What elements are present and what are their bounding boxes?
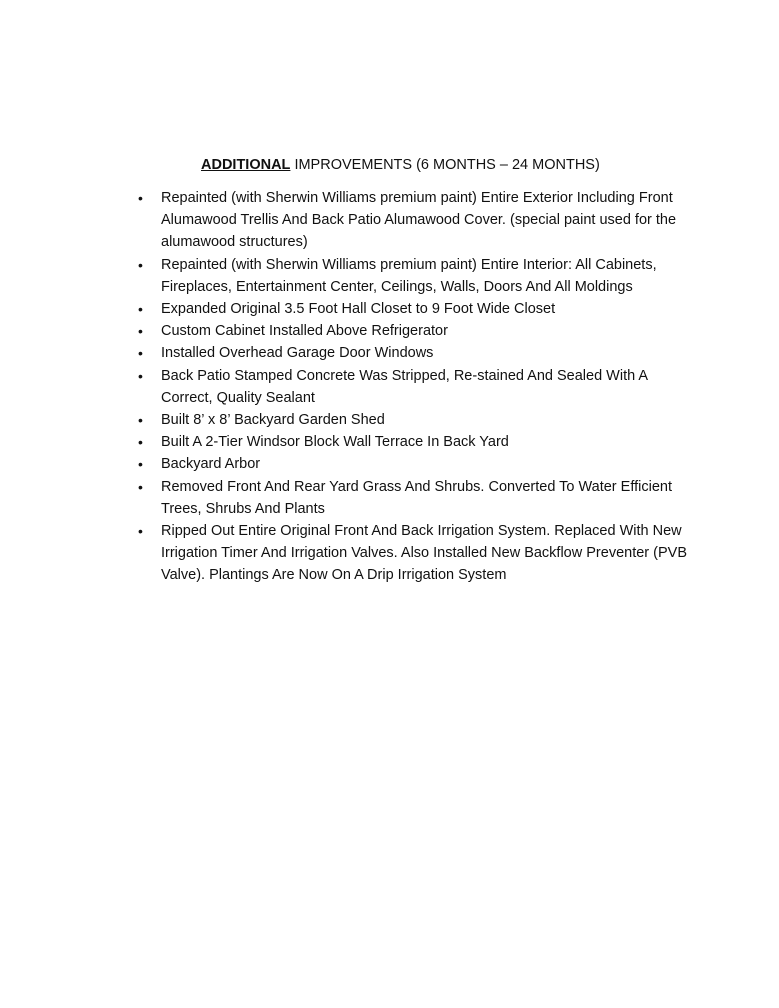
list-item-text: Backyard Arbor <box>161 456 261 473</box>
list-item-text: Repainted (with Sherwin Williams premium paint) Entire Interior: All Cabinets, Fireplaces, Entertainment Center, Ceilings, Walls, Doors And All Moldings <box>161 256 657 295</box>
bullet-icon: • <box>138 523 143 540</box>
list-item <box>138 431 698 453</box>
list-item <box>138 342 698 364</box>
list-item-text: Installed Overhead Garage Door Windows <box>161 345 434 362</box>
bullet-icon: • <box>138 434 143 451</box>
bullet-icon: • <box>138 256 143 273</box>
bullet-icon: • <box>138 345 143 362</box>
list-item-text: Repainted (with Sherwin Williams premium paint) Entire Exterior Including Front Alumawood Trellis And Back Patio Alumawood Cover. (special paint used for the alumawood structures) <box>161 190 677 251</box>
list-item-text: Custom Cabinet Installed Above Refrigerator <box>161 323 448 340</box>
bullet-icon: • <box>138 478 143 495</box>
list-item-text: Built 8’ x 8’ Backyard Garden Shed <box>161 412 385 429</box>
list-item <box>138 453 698 475</box>
bullet-icon: • <box>138 456 143 473</box>
list-item-text: Built A 2-Tier Windsor Block Wall Terrace In Back Yard <box>161 434 509 451</box>
bullet-icon: • <box>138 412 143 429</box>
list-item <box>138 476 698 520</box>
improvements-list <box>138 187 698 587</box>
list-item-text: Expanded Original 3.5 Foot Hall Closet to 9 Foot Wide Closet <box>161 301 556 318</box>
list-item-text: Ripped Out Entire Original Front And Back Irrigation System. Replaced With New Irrigation Timer And Irrigation Valves. Also Installed New Backflow Preventer (PVB Valve). Plantings Are Now On A Drip Irrigation System <box>161 523 687 584</box>
document-heading <box>201 155 600 175</box>
list-item <box>138 520 698 587</box>
bullet-icon: • <box>138 301 143 318</box>
heading-emphasis: ADDITIONAL <box>201 157 291 173</box>
list-item <box>138 320 698 342</box>
list-item <box>138 365 698 409</box>
list-item-text: Back Patio Stamped Concrete Was Stripped, Re-stained And Sealed With A Correct, Quality Sealant <box>161 367 648 406</box>
bullet-icon: • <box>138 367 143 384</box>
list-item-text: Removed Front And Rear Yard Grass And Shrubs. Converted To Water Efficient Trees, Shrubs And Plants <box>161 478 672 517</box>
list-item <box>138 298 698 320</box>
list-item <box>138 187 698 254</box>
bullet-icon: • <box>138 190 143 206</box>
heading-rest: IMPROVEMENTS (6 MONTHS – 24 MONTHS) <box>290 157 600 173</box>
bullet-icon: • <box>138 323 143 340</box>
list-item <box>138 254 698 298</box>
list-item <box>138 409 698 431</box>
